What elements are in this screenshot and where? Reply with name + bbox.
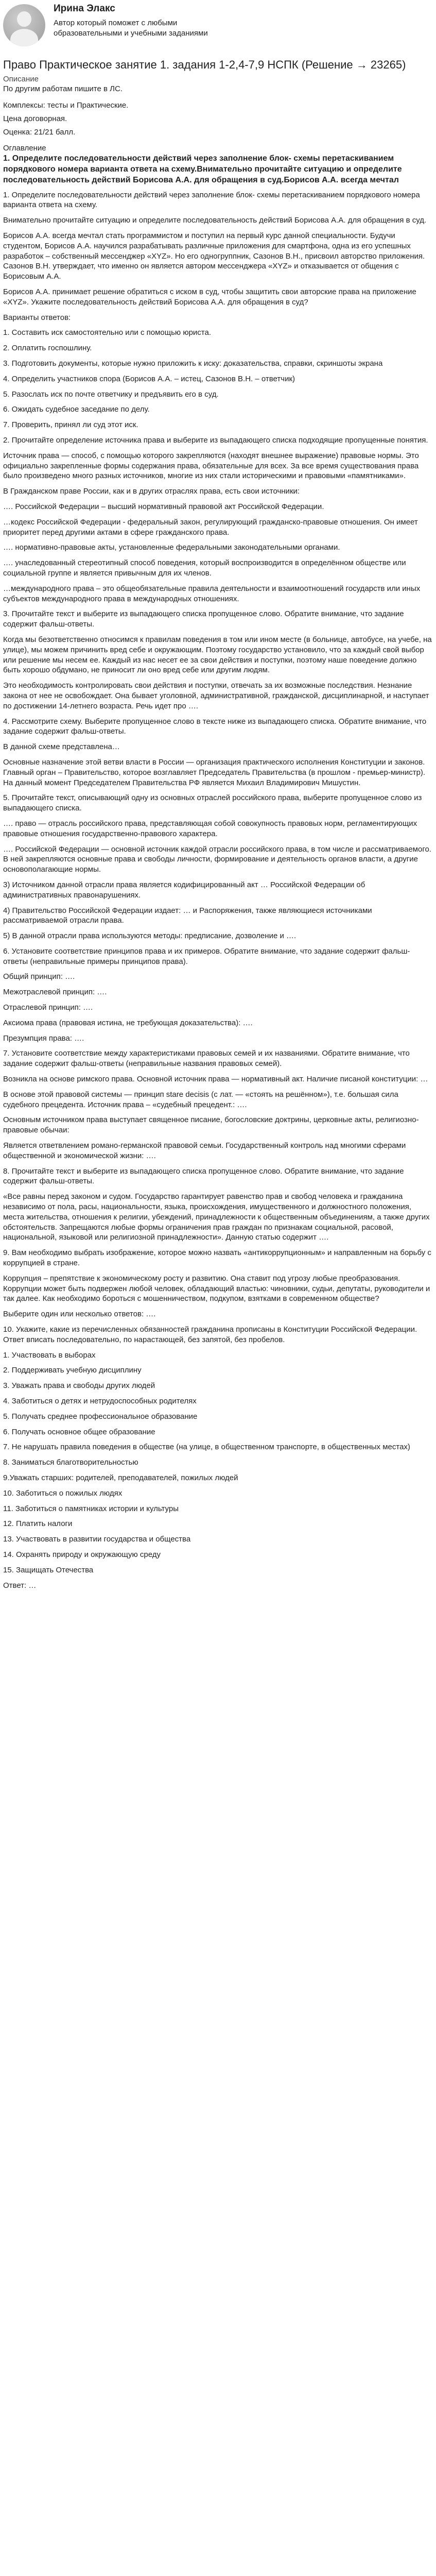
content-paragraph: Коррупция – препятствие к экономическому росту и развитию. Она ставит под угрозу любые преобразования. Коррупции может быть подвержен любой человек, обладающий властью: чиновники, судьи, депутаты, руководители и так далее. Как необходимо бороться с мошенничеством, подкупом, взятками в современном обществе? <box>3 1274 430 1303</box>
content-paragraph: 2. Оплатить госпошлину. <box>3 344 92 353</box>
content-paragraph: Является ответвлением романо-германской правовой семьи. Государственный контроль над многими сферами общественной и экономической жизни: …. <box>3 1141 406 1160</box>
content-paragraph: …. нормативно-правовые акты, установленные федеральными законодательными органами. <box>3 543 340 552</box>
content-paragraph: …. право — отрасль российского права, представляющая собой совокупность правовых норм, регламентирующих правовые отношения государственно-правового характера. <box>3 819 417 838</box>
content-paragraph: 10. Укажите, какие из перечисленных обязанностей гражданина прописаны в Конституции Российской Федерации. Ответ вписать последовательно, по нарастающей, без запятой, без пробелов. <box>3 1325 417 1344</box>
author-description: Автор который поможет с любыми образовательными и учебными заданиями <box>54 18 208 38</box>
content-paragraph: Ответ: … <box>3 1581 37 1590</box>
content-paragraph: 9. Вам необходимо выбрать изображение, которое можно назвать «антикоррупционным» и направленным на борьбу с коррупцией в стране. <box>3 1248 431 1268</box>
avatar-body-shape <box>10 29 38 46</box>
author-info <box>54 3 208 38</box>
content-paragraph: Основные назначение этой ветви власти в России — организация практического исполнения Конституции и законов. Главный орган – Правительство, которое возглавляет Председатель Правительства (в прошлом - премьер-министр). На данный момент Председателем Правительства РФ является Михаил Владимирович Мишустин. <box>3 757 426 787</box>
content-paragraph: …. Российской Федерации – высший нормативный правовой акт Российской Федерации. <box>3 502 324 511</box>
content-paragraph: 5. Разослать иск по почте ответчику и предъявить его в суд. <box>3 389 219 399</box>
content-paragraph: 5. Получать среднее профессиональное образование <box>3 1412 198 1421</box>
content-paragraph: Внимательно прочитайте ситуацию и определите последовательность действий Борисова А.А. для обращения в суд. <box>3 216 427 225</box>
content-paragraph: 4. Рассмотрите схему. Выберите пропущенное слово в тексте ниже из выпадающего списка. Обратите внимание, что задание содержит фальш-ответы. <box>3 717 427 736</box>
content-paragraph: Когда мы безответственно относимся к правилам поведения в том или ином месте (в больнице, автобусе, на учебе, на улице), мы можем причинить вред себе и окружающим. Поэтому государство установило, что за каждый свой выбор или решение мы несем ее. Каждый из нас несет ее за свои действия и поступки, поэтому наше поведение должно быть хорошо обдумано, не приносит ли оно вред себе или другим людям. <box>3 635 432 675</box>
avatar-head-shape <box>17 11 31 27</box>
author-block <box>3 3 433 50</box>
content-paragraph: 3. Подготовить документы, которые нужно приложить к иску: доказательства, справки, скриншоты экрана <box>3 359 383 368</box>
content-paragraph: …кодекс Российской Федерации - федеральный закон, регулирующий гражданско-правовые отношения. Он имеет приоритет перед другими актами в сфере гражданского права. <box>3 517 418 537</box>
content-paragraph: 5) В данной отрасли права используются методы: предписание, дозволение и …. <box>3 931 297 941</box>
description-text: По другим работам пишите в ЛС. <box>3 84 123 94</box>
content-paragraph: …. Российской Федерации — основной источник каждой отрасли российского права, в том числе и рассматриваемого. В ней закрепляются основные права и свободы личности, формирование и деятельность органов власти, а другие основополагающие нормы. <box>3 844 431 874</box>
author-avatar[interactable] <box>3 4 45 46</box>
task-content <box>3 190 433 1591</box>
content-paragraph: 6. Получать основное общее образование <box>3 1427 155 1436</box>
content-paragraph: 4. Определить участников спора (Борисов А.А. – истец, Сазонов В.Н. – ответчик) <box>3 374 295 383</box>
content-paragraph: 14. Охранять природу и окружающую среду <box>3 1550 161 1559</box>
content-paragraph: 11. Заботиться о памятниках истории и культуры <box>3 1504 179 1513</box>
content-paragraph: 7. Установите соответствие между характеристиками правовых семей и их названиями. Обратите внимание, что задание содержит фальш-ответы (неправильные названия правовых семей). <box>3 1049 410 1069</box>
toc-label: Оглавление <box>3 144 46 153</box>
content-paragraph: Основным источником права выступает священное писание, богословские доктрины, церковные акты, религиозно-правовые обычаи: <box>3 1115 419 1135</box>
content-paragraph: Варианты ответов: <box>3 313 71 322</box>
content-paragraph: 2. Поддерживать учебную дисциплину <box>3 1366 142 1375</box>
content-paragraph: 13. Участвовать в развитии государства и общества <box>3 1535 191 1544</box>
content-paragraph: 5. Прочитайте текст, описывающий одну из основных отраслей российского права, выберите пропущенное слово из выпадающего списка. <box>3 793 422 813</box>
content-paragraph: 1. Составить иск самостоятельно или с помощью юриста. <box>3 328 211 337</box>
content-paragraph: …международного права – это общеобязательные правила деятельности и взаимоотношений государств или иных субъектов международного права в международных отношениях. <box>3 584 421 603</box>
content-paragraph: 12. Платить налоги <box>3 1519 73 1529</box>
task-heading: 1. Определите последовательности действий через заполнение блок- схемы перетаскиванием порядкового номера варианта ответа на схему.Внимательно прочитайте ситуацию и определите последовательность действий Борисова А.А. для обращения в суд.Борисов А.А. всегда мечтал <box>3 154 402 184</box>
content-paragraph: Это необходимость контролировать свои действия и поступки, отвечать за их возможные последствия. Незнание закона от нее не освобождает. Она бывает уголовной, административной, гражданской, дисциплинарной, и наступает по достижении 14-летнего возраста. Речь идет про …. <box>3 681 429 710</box>
content-paragraph: 6. Ожидать судебное заседание по делу. <box>3 405 150 414</box>
author-name[interactable]: Ирина Элакс <box>54 3 115 14</box>
content-paragraph: 3) Источником данной отрасли права является кодифицированный акт … Российской Федерации об административных правонарушениях. <box>3 880 365 900</box>
content-paragraph: Возникла на основе римского права. Основной источник права — нормативный акт. Наличие писаной конституции: … <box>3 1075 428 1084</box>
content-paragraph: В данной схеме представлена… <box>3 742 120 752</box>
content-paragraph: …. унаследованный стереотипный способ поведения, который воспроизводится в определённом обществе или социальной группе и является привычным для их членов. <box>3 558 406 578</box>
content-paragraph: Межотраслевой принцип: …. <box>3 988 107 997</box>
content-paragraph: «Все равны перед законом и судом. Государство гарантирует равенство прав и свобод человека и гражданина независимо от пола, расы, национальности, языка, происхождения, имущественного и должностного положения, места жительства, отношения к религии, убеждений, принадлежности к общественным объединениям, а также других обстоятельств. Запрещаются любые формы ограничения прав граждан по признакам социальной, расовой, национальной, языковой или религиозной принадлежности». Данную статью содержит …. <box>3 1192 430 1242</box>
content-paragraph: 3. Прочитайте текст и выберите из выпадающего списка пропущенное слово. Обратите внимание, что задание содержит фальш-ответы. <box>3 609 404 629</box>
content-paragraph: В Гражданском праве России, как и в других отраслях права, есть свои источники: <box>3 487 300 496</box>
complexes-text: Комплексы: тесты и Практические. <box>3 101 129 110</box>
content-paragraph: 1. Определите последовательности действий через заполнение блок- схемы перетаскиванием порядкового номера варианта ответа на схему. <box>3 190 420 210</box>
content-paragraph: В основе этой правовой системы — принцип stare decisis (с лат. — «стоять на решённом»), т.е. большая сила судебного прецедента. Источник права – «судебный прецедент.: …. <box>3 1090 398 1109</box>
content-paragraph: Источник права — способ, с помощью которого закрепляются (находят внешнее выражение) правовые нормы. Это официально закрепленные формы содержания права, обязательные для всех. За все время существования права было произведено много разных источников, многие из них стали историческими и правовыми «памятниками». <box>3 451 419 481</box>
content-paragraph: 8. Прочитайте текст и выберите из выпадающего списка пропущенное слово. Обратите внимание, что задание содержит фальш-ответы. <box>3 1166 404 1186</box>
content-paragraph: 4) Правительство Российской Федерации издает: … и Распоряжения, также являющиеся источниками рассматриваемой отрасли права. <box>3 906 372 925</box>
content-paragraph: 1. Участвовать в выборах <box>3 1350 96 1360</box>
content-paragraph: Аксиома права (правовая истина, не требующая доказательства): …. <box>3 1018 253 1027</box>
rating-text: Оценка: 21/21 балл. <box>3 127 76 137</box>
content-paragraph: Выберите один или несколько ответов: …. <box>3 1310 156 1319</box>
price-text: Цена договорная. <box>3 114 67 123</box>
content-paragraph: Презумпция права: …. <box>3 1033 84 1043</box>
content-paragraph: 2. Прочитайте определение источника права и выберите из выпадающего списка подходящие пропущенные понятия. <box>3 436 428 445</box>
content-paragraph: 7. Проверить, принял ли суд этот иск. <box>3 420 138 430</box>
content-paragraph: Общий принцип: …. <box>3 972 75 981</box>
product-title: Право Практическое занятие 1. задания 1-2,4-7,9 НСПК (Решение → 23265) <box>3 58 406 71</box>
content-paragraph: 9.Уважать старших: родителей, преподавателей, пожилых людей <box>3 1473 238 1482</box>
content-paragraph: 4. Заботиться о детях и нетрудоспособных родителях <box>3 1396 197 1405</box>
content-paragraph: 3. Уважать права и свободы других людей <box>3 1381 155 1391</box>
content-paragraph: 6. Установите соответствие принципов права и их примеров. Обратите внимание, что задание содержит фальш-ответы (неправильные примеры принципов права). <box>3 946 410 966</box>
description-label: Описание <box>3 74 39 83</box>
content-paragraph: 15. Защищать Отечества <box>3 1565 94 1574</box>
content-paragraph: 7. Не нарушать правила поведения в обществе (на улице, в общественном транспорте, в общественных местах) <box>3 1443 410 1452</box>
content-paragraph: Борисов А.А. всегда мечтал стать программистом и поступил на первый курс данной специальности. Будучи студентом, Борисов А.А. научился разрабатывать различные приложения для смартфона, одна из его успешных разработок – собственный мессенджер «XYZ». Но его одногруппник, Сазонов В.Н., присвоил авторство приложения. Сазонов В.Н. утверждает, что именно он является автором мессенджера «XYZ» и отказывается от общения с Борисовым А.А. <box>3 231 425 281</box>
content-paragraph: 8. Заниматься благотворительностью <box>3 1458 138 1467</box>
content-paragraph: 10. Заботиться о пожилых людях <box>3 1488 123 1498</box>
content-paragraph: Борисов А.А. принимает решение обратиться с иском в суд, чтобы защитить свои авторские права на приложение «XYZ». Укажите последовательность действий Борисова А.А. для обращения в суд? <box>3 287 416 307</box>
content-paragraph: Отраслевой принцип: …. <box>3 1003 93 1012</box>
